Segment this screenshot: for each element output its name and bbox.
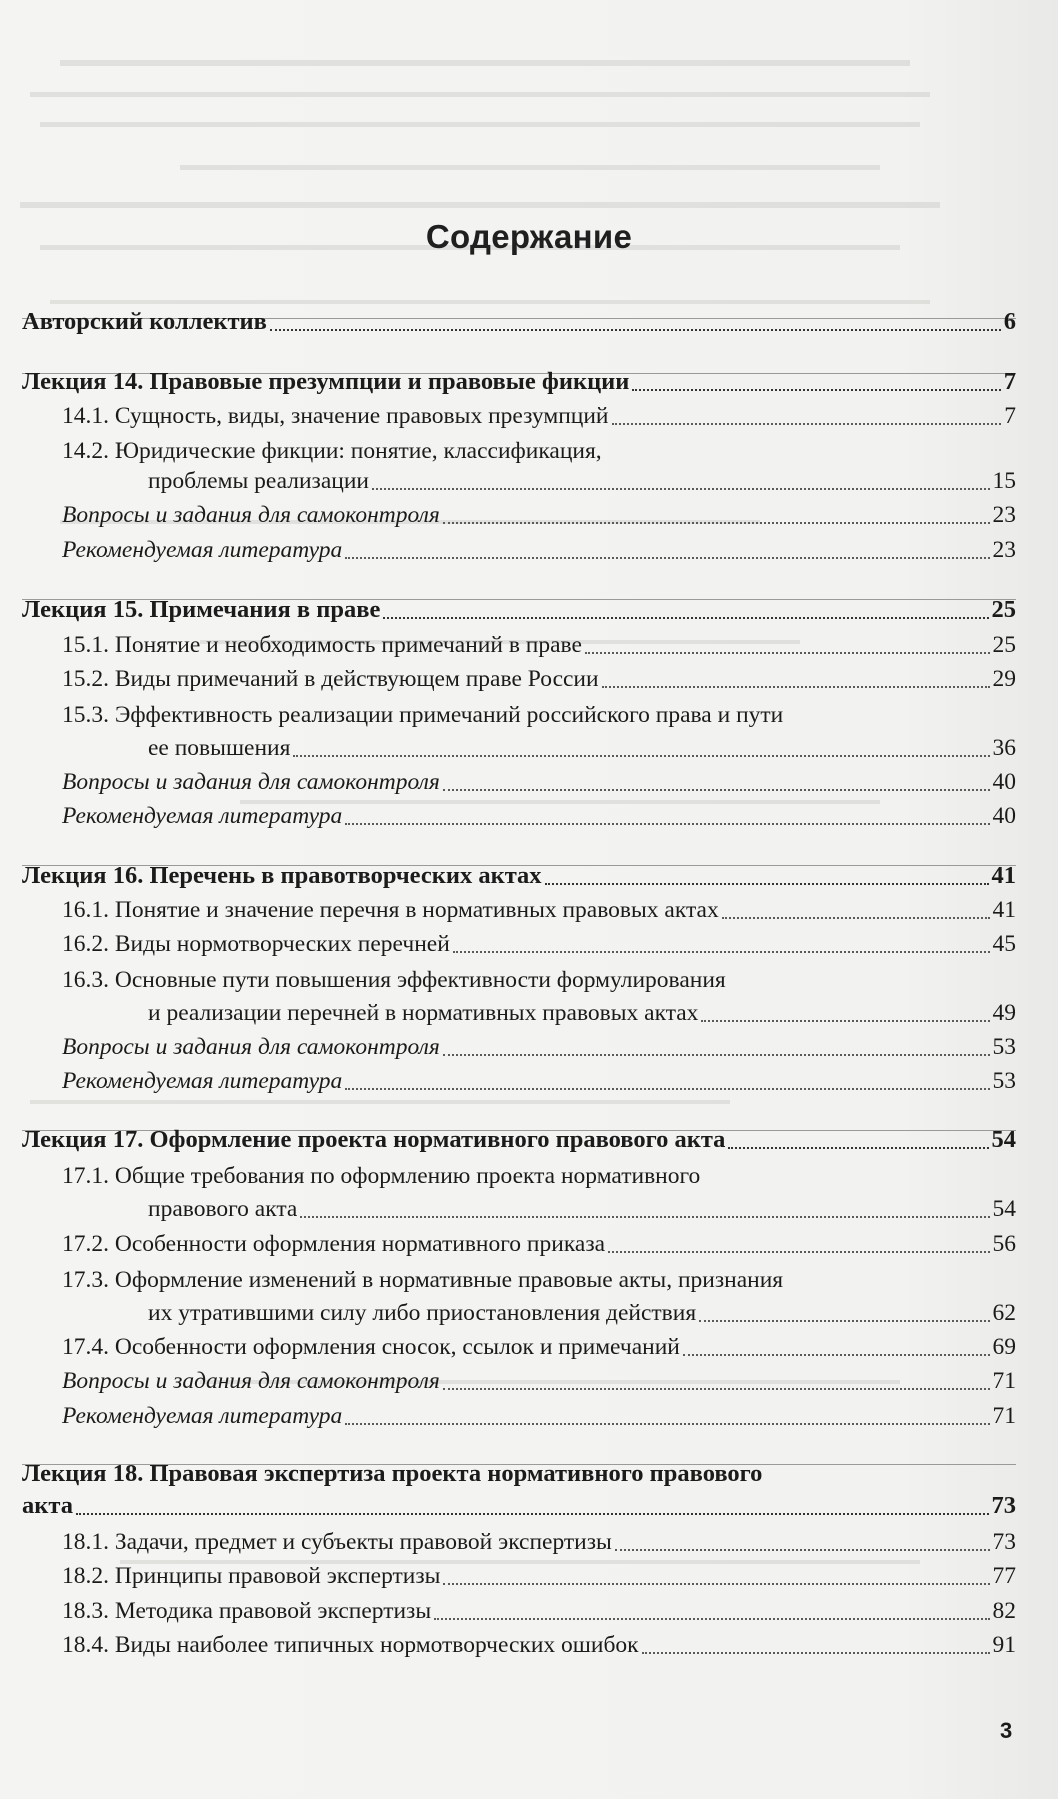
dot-leader bbox=[434, 1617, 989, 1620]
dot-leader bbox=[632, 388, 1000, 391]
toc-page-number: 23 bbox=[992, 502, 1016, 528]
toc-entry-title: Вопросы и задания для самоконтроля bbox=[62, 769, 440, 795]
dot-leader bbox=[76, 1512, 989, 1515]
dot-leader bbox=[383, 616, 988, 619]
toc-entry-title: Рекомендуемая литература bbox=[62, 537, 343, 563]
toc-entry-title: 18.4. Виды наиболее типичных нормотворческих ошибок bbox=[62, 1632, 639, 1658]
toc-entry-title: акта bbox=[22, 1492, 73, 1519]
toc-supplement-entry[interactable] bbox=[62, 1032, 1016, 1062]
toc-page-number: 49 bbox=[992, 1000, 1016, 1026]
toc-entry-title: правового акта bbox=[148, 1196, 298, 1222]
dot-leader bbox=[683, 1353, 990, 1356]
toc-page-number: 69 bbox=[992, 1334, 1016, 1360]
toc-entry-first-line: Лекция 18. Правовая экспертиза проекта нормативного правового bbox=[22, 1460, 763, 1487]
toc-supplement-entry[interactable] bbox=[62, 801, 1016, 831]
toc-lecture-entry[interactable] bbox=[22, 861, 1016, 891]
toc-page-number: 71 bbox=[992, 1368, 1016, 1394]
dot-leader bbox=[612, 422, 1002, 425]
toc-supplement-entry[interactable] bbox=[62, 535, 1016, 565]
toc-section-entry[interactable] bbox=[148, 733, 1016, 763]
toc-section-entry[interactable] bbox=[62, 401, 1016, 431]
toc-entry-title: 18.3. Методика правовой экспертизы bbox=[62, 1598, 432, 1624]
dot-leader bbox=[701, 1019, 989, 1022]
toc-page-number: 15 bbox=[992, 468, 1016, 494]
page-title: Содержание bbox=[425, 218, 633, 255]
toc-entry-title: 17.2. Особенности оформления нормативного приказа bbox=[62, 1231, 606, 1257]
toc-supplement-entry[interactable] bbox=[62, 500, 1016, 530]
dot-leader bbox=[728, 1146, 988, 1149]
toc-entry-title: Рекомендуемая литература bbox=[62, 803, 343, 829]
toc-page-number: 82 bbox=[992, 1598, 1016, 1624]
toc-entry-title: и реализации перечней в нормативных правовых актах bbox=[148, 1000, 699, 1026]
dot-leader bbox=[372, 487, 990, 490]
toc-page-number: 54 bbox=[992, 1196, 1016, 1222]
toc-entry-title: их утратившими силу либо приостановления действия bbox=[148, 1300, 697, 1326]
dot-leader bbox=[345, 822, 989, 825]
toc-page-number: 53 bbox=[992, 1068, 1016, 1094]
toc-entry-title: Лекция 15. Примечания в праве bbox=[22, 596, 381, 623]
dot-leader bbox=[608, 1250, 989, 1253]
dot-leader bbox=[545, 882, 989, 885]
toc-entry-first-line: 16.3. Основные пути повышения эффективности формулирования bbox=[62, 967, 726, 993]
toc-entry-title: 15.1. Понятие и необходимость примечаний в праве bbox=[62, 632, 582, 658]
toc-entry-title: 16.1. Понятие и значение перечня в нормативных правовых актах bbox=[62, 897, 719, 923]
toc-section-entry[interactable] bbox=[62, 1527, 1016, 1557]
toc-entry-title: 18.2. Принципы правовой экспертизы bbox=[62, 1563, 441, 1589]
toc-entry-title: 15.2. Виды примечаний в действующем праве России bbox=[62, 666, 599, 692]
toc-page-number: 56 bbox=[992, 1231, 1016, 1257]
toc-section-entry[interactable] bbox=[62, 1561, 1016, 1591]
dot-leader bbox=[345, 1087, 989, 1090]
dot-leader bbox=[270, 328, 1001, 331]
toc-page-number: 7 bbox=[1003, 368, 1016, 395]
dot-leader bbox=[300, 1215, 989, 1218]
toc-supplement-entry[interactable] bbox=[62, 1066, 1016, 1096]
toc-entry-title: Рекомендуемая литература bbox=[62, 1068, 343, 1094]
dot-leader bbox=[722, 916, 990, 919]
dot-leader bbox=[443, 521, 990, 524]
dot-leader bbox=[642, 1651, 990, 1654]
toc-page-number: 62 bbox=[992, 1300, 1016, 1326]
toc-entry-title: 14.1. Сущность, виды, значение правовых презумпций bbox=[62, 403, 609, 429]
toc-page-number: 54 bbox=[991, 1126, 1016, 1153]
toc-section-entry[interactable] bbox=[62, 1332, 1016, 1362]
toc-lecture-entry[interactable] bbox=[22, 307, 1016, 337]
toc-page-number: 36 bbox=[992, 735, 1016, 761]
toc-lecture-entry[interactable] bbox=[22, 367, 1016, 397]
toc-page-number: 41 bbox=[991, 862, 1016, 889]
toc-entry-first-line: 17.3. Оформление изменений в нормативные правовые акты, признания bbox=[62, 1267, 784, 1293]
toc-entry-title: Авторский коллектив bbox=[22, 308, 267, 335]
toc-entry-title: Лекция 14. Правовые презумпции и правовые фикции bbox=[22, 368, 630, 395]
toc-section-entry[interactable] bbox=[62, 929, 1016, 959]
toc-page-number: 40 bbox=[992, 769, 1016, 795]
toc-entry-title: 16.2. Виды нормотворческих перечней bbox=[62, 931, 450, 957]
dot-leader bbox=[585, 651, 990, 654]
dot-leader bbox=[615, 1548, 990, 1551]
toc-lecture-entry[interactable] bbox=[22, 595, 1016, 625]
toc-page-number: 40 bbox=[992, 803, 1016, 829]
toc-section-entry[interactable] bbox=[148, 998, 1016, 1028]
toc-page-number: 45 bbox=[992, 931, 1016, 957]
toc-entry-title: Вопросы и задания для самоконтроля bbox=[62, 1368, 440, 1394]
toc-page-number: 7 bbox=[1004, 403, 1016, 429]
dot-leader bbox=[443, 1053, 990, 1056]
toc-section-entry[interactable] bbox=[62, 1229, 1016, 1259]
toc-page-number: 91 bbox=[992, 1632, 1016, 1658]
dot-leader bbox=[699, 1319, 989, 1322]
toc-section-entry[interactable] bbox=[62, 1596, 1016, 1626]
toc-entry-first-line: 14.2. Юридические фикции: понятие, классификация, bbox=[62, 438, 602, 464]
toc-section-entry[interactable] bbox=[62, 895, 1016, 925]
dot-leader bbox=[443, 1582, 989, 1585]
dot-leader bbox=[345, 1422, 989, 1425]
toc-page-number: 77 bbox=[992, 1563, 1016, 1589]
toc-supplement-entry[interactable] bbox=[62, 1401, 1016, 1431]
toc-entry-title: Рекомендуемая литература bbox=[62, 1403, 343, 1429]
toc-entry-title: Вопросы и задания для самоконтроля bbox=[62, 1034, 440, 1060]
toc-page-number: 71 bbox=[992, 1403, 1016, 1429]
dot-leader bbox=[602, 685, 990, 688]
toc-entry-title: ее повышения bbox=[148, 735, 291, 761]
toc-page-number: 23 bbox=[992, 537, 1016, 563]
toc-page-number: 41 bbox=[992, 897, 1016, 923]
dot-leader bbox=[345, 556, 989, 559]
toc-section-entry[interactable] bbox=[62, 664, 1016, 694]
toc-supplement-entry[interactable] bbox=[62, 1366, 1016, 1396]
toc-section-entry[interactable] bbox=[148, 1298, 1016, 1328]
toc-page-number: 6 bbox=[1003, 308, 1016, 335]
toc-supplement-entry[interactable] bbox=[62, 767, 1016, 797]
toc-section-entry[interactable] bbox=[148, 1194, 1016, 1224]
dot-leader bbox=[453, 950, 990, 953]
dot-leader bbox=[443, 788, 990, 791]
dot-leader bbox=[443, 1387, 990, 1390]
toc-entry-title: Вопросы и задания для самоконтроля bbox=[62, 502, 440, 528]
toc-entry-title: проблемы реализации bbox=[148, 468, 369, 494]
toc-page-number: 53 bbox=[992, 1034, 1016, 1060]
toc-page-number: 73 bbox=[991, 1492, 1016, 1519]
toc-entry-title: Лекция 17. Оформление проекта нормативного правового акта bbox=[22, 1126, 726, 1153]
toc-page-number: 29 bbox=[992, 666, 1016, 692]
page-number: 3 bbox=[1000, 1718, 1013, 1743]
toc-entry-first-line: 17.1. Общие требования по оформлению проекта нормативного bbox=[62, 1163, 701, 1189]
toc-page-number: 73 bbox=[992, 1529, 1016, 1555]
toc-section-entry[interactable] bbox=[62, 630, 1016, 660]
toc-lecture-entry[interactable] bbox=[22, 1491, 1016, 1521]
toc-section-entry[interactable] bbox=[148, 466, 1016, 496]
toc-entry-first-line: 15.3. Эффективность реализации примечаний российского права и пути bbox=[62, 702, 784, 728]
toc-entry-title: 18.1. Задачи, предмет и субъекты правовой экспертизы bbox=[62, 1529, 612, 1555]
dot-leader bbox=[293, 754, 989, 757]
toc-page-number: 25 bbox=[991, 596, 1016, 623]
toc-page-number: 25 bbox=[992, 632, 1016, 658]
toc-entry-title: 17.4. Особенности оформления сносок, ссылок и примечаний bbox=[62, 1334, 680, 1360]
toc-lecture-entry[interactable] bbox=[22, 1125, 1016, 1155]
toc-entry-title: Лекция 16. Перечень в правотворческих актах bbox=[22, 862, 542, 889]
toc-section-entry[interactable] bbox=[62, 1630, 1016, 1660]
